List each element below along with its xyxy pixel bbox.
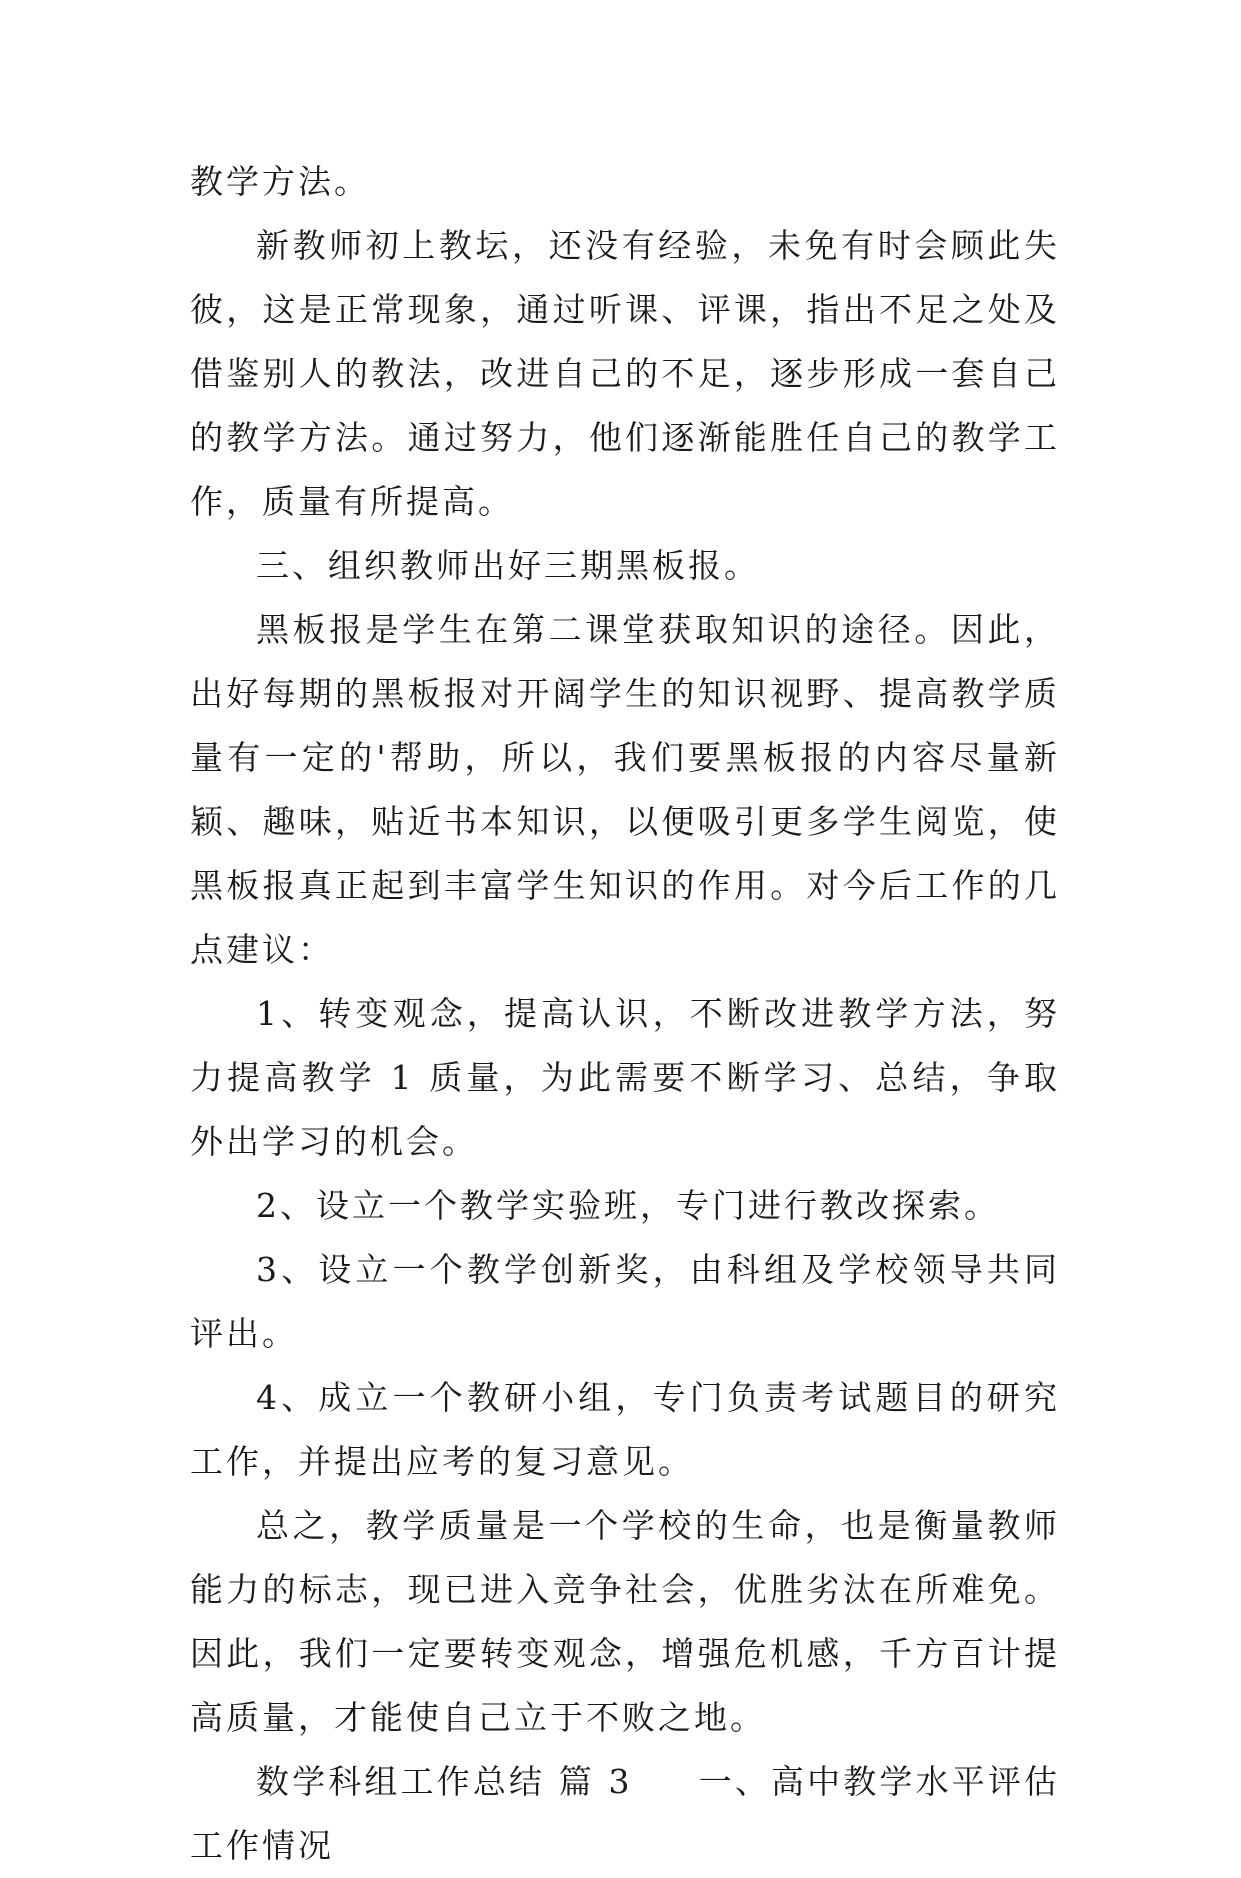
paragraph-9: 总之，教学质量是一个学校的生命，也是衡量教师能力的标志，现已进入竞争社会，优胜劣汰在所难免。因此，我们一定要转变观念，增强危机感，千方百计提高质量，才能使自己立于不败之地。 xyxy=(190,1506,1060,1737)
document-body xyxy=(190,150,1060,1878)
section-subtitle: 一、高中教学水平评估工作情况 xyxy=(190,1762,1060,1865)
paragraph-1: 教学方法。 xyxy=(190,162,370,201)
paragraph-7: 3、设立一个教学创新奖，由科组及学校领导共同评出。 xyxy=(190,1250,1060,1353)
section-title: 数学科组工作总结 篇 3 xyxy=(256,1762,633,1801)
paragraph-5: 1、转变观念，提高认识，不断改进教学方法，努力提高教学 1 质量，为此需要不断学习、总结，争取外出学习的机会。 xyxy=(190,994,1060,1161)
paragraph-8: 4、成立一个教研小组，专门负责考试题目的研究工作，并提出应考的复习意见。 xyxy=(190,1378,1060,1481)
section-heading xyxy=(190,1750,1060,1878)
paragraph-4: 黑板报是学生在第二课堂获取知识的途径。因此，出好每期的黑板报对开阔学生的知识视野、提高教学质量有一定的'帮助，所以，我们要黑板报的内容尽量新颖、趣味，贴近书本知识，以便吸引更多学生阅览，使黑板报真正起到丰富学生知识的作用。对今后工作的几点建议： xyxy=(190,610,1060,969)
paragraph-3: 三、组织教师出好三期黑板报。 xyxy=(256,546,760,585)
paragraph-6: 2、设立一个教学实验班，专门进行教改探索。 xyxy=(256,1186,1000,1225)
paragraph-2: 新教师初上教坛，还没有经验，未免有时会顾此失彼，这是正常现象，通过听课、评课，指出不足之处及借鉴别人的教法，改进自己的不足，逐步形成一套自己的教学方法。通过努力，他们逐渐能胜任自己的教学工作，质量有所提高。 xyxy=(190,226,1060,521)
